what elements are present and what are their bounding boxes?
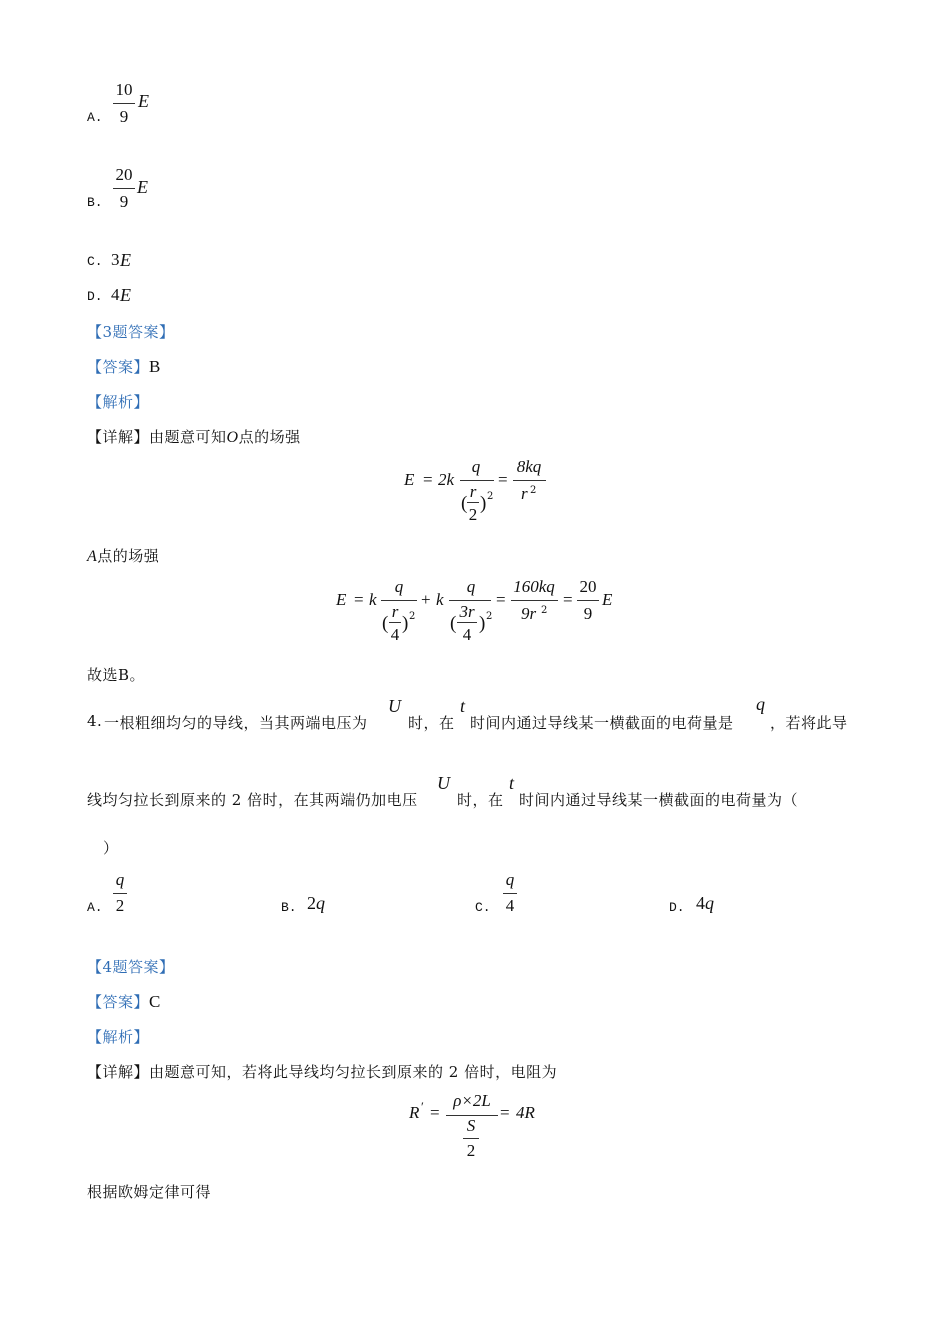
question-number: 4. <box>87 712 103 730</box>
answer-value: B <box>149 357 161 376</box>
option-label: B. <box>281 900 297 915</box>
detail-line <box>87 1061 557 1082</box>
fraction-denominator: 2 <box>115 896 125 915</box>
eq-numerator: q <box>471 457 481 476</box>
option-value: 3 <box>111 250 120 269</box>
fraction-bar <box>460 480 494 481</box>
eq-symbol: r <box>391 602 399 621</box>
option-coef: 2 <box>307 893 316 913</box>
question-text: 线均匀拉长到原来的 2 倍时，在其两端仍加电压 <box>87 791 418 809</box>
detail-text: 由题意可知 <box>149 428 227 446</box>
eq-symbol: k <box>436 590 444 609</box>
variable: E <box>120 250 131 270</box>
var-q: q <box>756 694 765 714</box>
eq-numerator: 160kq <box>513 577 555 596</box>
question-text: ，若将此导 <box>770 714 848 732</box>
eq-symbol: ) <box>479 613 486 634</box>
detail-line <box>87 426 301 447</box>
answer-line <box>87 991 161 1012</box>
eq-numerator: q <box>466 577 476 596</box>
fraction-numerator: q <box>115 870 125 889</box>
eq-symbol: 2 <box>468 505 478 524</box>
eq-symbol: ( <box>461 493 468 514</box>
fraction-numerator: 20 <box>115 165 133 184</box>
detail-text: 由题意可知，若将此导线均匀拉长到原来的 2 倍时，电阻为 <box>149 1063 558 1081</box>
answer-value: C <box>149 992 161 1011</box>
conclusion: 故选B。 <box>87 666 146 684</box>
option-label: C. <box>475 900 491 915</box>
eq-symbol: 4 <box>462 625 472 644</box>
eq-symbol: 2 <box>466 1141 476 1160</box>
question-text: 一根粗细均匀的导线，当其两端电压为 <box>104 714 368 732</box>
eq-symbol: r <box>521 484 528 503</box>
option-value: 4 <box>111 285 120 304</box>
eq-symbol: 3r <box>459 602 475 621</box>
option-label: C. <box>87 254 103 269</box>
fraction-bar <box>381 600 417 601</box>
eq-exponent: 2 <box>486 611 493 622</box>
eq-symbol: = <box>430 1103 440 1122</box>
point-a: A <box>87 548 98 565</box>
eq-numerator: 8kq <box>516 457 542 476</box>
eq-symbol: = <box>354 590 364 609</box>
fraction-bar <box>113 103 135 104</box>
eq-symbol: ) <box>402 613 409 634</box>
variable: q <box>705 893 714 913</box>
analysis-tag: 【解析】 <box>87 393 150 411</box>
eq-exponent: 2 <box>541 605 548 616</box>
fraction-bar <box>463 1138 479 1139</box>
question-text: 时间内通过导线某一横截面的电荷量是 <box>470 714 734 732</box>
detail-text: 点的场强 <box>97 547 160 565</box>
eq-symbol: r <box>469 482 477 501</box>
eq-exponent: 2 <box>487 491 494 502</box>
option-coef: 4 <box>696 893 705 913</box>
answer-tag: 【答案】 <box>87 993 150 1011</box>
eq-symbol: E <box>336 590 347 609</box>
variable: E <box>138 91 149 111</box>
eq-exponent: 2 <box>530 485 537 496</box>
var-t: t <box>460 696 466 716</box>
question-text: 时，在 <box>408 714 455 732</box>
fraction-denominator: 9 <box>119 192 129 211</box>
option-label: D. <box>669 900 685 915</box>
point-o: O <box>226 429 239 446</box>
eq-symbol: ( <box>450 613 457 634</box>
option-label: D. <box>87 289 103 304</box>
eq-symbol: = <box>498 470 508 489</box>
fraction-bar <box>503 893 517 894</box>
ohm-law-line: 根据欧姆定律可得 <box>87 1183 212 1201</box>
fraction-bar <box>513 480 546 481</box>
eq-symbol: 2k <box>438 470 455 489</box>
fraction-bar <box>113 893 127 894</box>
eq-symbol: = <box>423 470 433 489</box>
fraction-bar <box>449 600 491 601</box>
eq-symbol: S <box>466 1116 476 1135</box>
option-label: B. <box>87 195 103 210</box>
eq-exponent: 2 <box>409 611 416 622</box>
variable: E <box>137 177 148 197</box>
eq-symbol: 9r <box>521 604 537 623</box>
eq-numerator: 20 <box>579 577 597 596</box>
eq-symbol: 4R <box>516 1103 535 1122</box>
fraction-denominator: 9 <box>119 107 129 126</box>
eq-symbol: + <box>421 590 431 609</box>
fraction-bar <box>113 188 135 189</box>
var-u: U <box>437 773 450 793</box>
eq-symbol: = <box>500 1103 510 1122</box>
fraction-bar <box>511 600 558 601</box>
fraction-bar <box>467 502 479 503</box>
option-label: A. <box>87 110 103 125</box>
detail-tag: 【详解】 <box>87 428 150 446</box>
eq-symbol: 4 <box>390 625 400 644</box>
fraction-bar <box>389 622 401 623</box>
eq-symbol: E <box>602 590 613 609</box>
fraction-denominator: 4 <box>505 896 515 915</box>
fraction-bar <box>457 622 477 623</box>
eq-symbol: = <box>496 590 506 609</box>
eq-symbol: ′ <box>421 1099 424 1114</box>
answer-header: 【3题答案】 <box>87 323 175 341</box>
variable: E <box>120 285 131 305</box>
a-field-line <box>87 545 159 566</box>
var-t: t <box>509 773 515 793</box>
answer-tag: 【答案】 <box>87 358 150 376</box>
eq-symbol: ( <box>382 613 389 634</box>
eq-symbol: k <box>369 590 377 609</box>
eq-symbol: 9 <box>583 604 593 623</box>
question-text: ） <box>103 839 119 857</box>
analysis-tag: 【解析】 <box>87 1028 150 1046</box>
eq-symbol: E <box>404 470 415 489</box>
question-text: 时间内通过导线某一横截面的电荷量为（ <box>519 791 799 809</box>
fraction-numerator: q <box>505 870 515 889</box>
answer-line <box>87 356 161 377</box>
detail-tag: 【详解】 <box>87 1063 150 1081</box>
eq-numerator: ρ×2L <box>453 1091 491 1110</box>
eq-symbol: R <box>409 1103 420 1122</box>
eq-symbol: ) <box>480 493 487 514</box>
eq-numerator: q <box>394 577 404 596</box>
var-u: U <box>388 696 401 716</box>
variable: q <box>316 893 325 913</box>
answer-header: 【4题答案】 <box>87 958 175 976</box>
fraction-numerator: 10 <box>115 80 133 99</box>
fraction-bar <box>577 600 599 601</box>
option-label: A. <box>87 900 103 915</box>
detail-text: 点的场强 <box>238 428 301 446</box>
eq-symbol: = <box>563 590 573 609</box>
question-text: 时，在 <box>457 791 504 809</box>
